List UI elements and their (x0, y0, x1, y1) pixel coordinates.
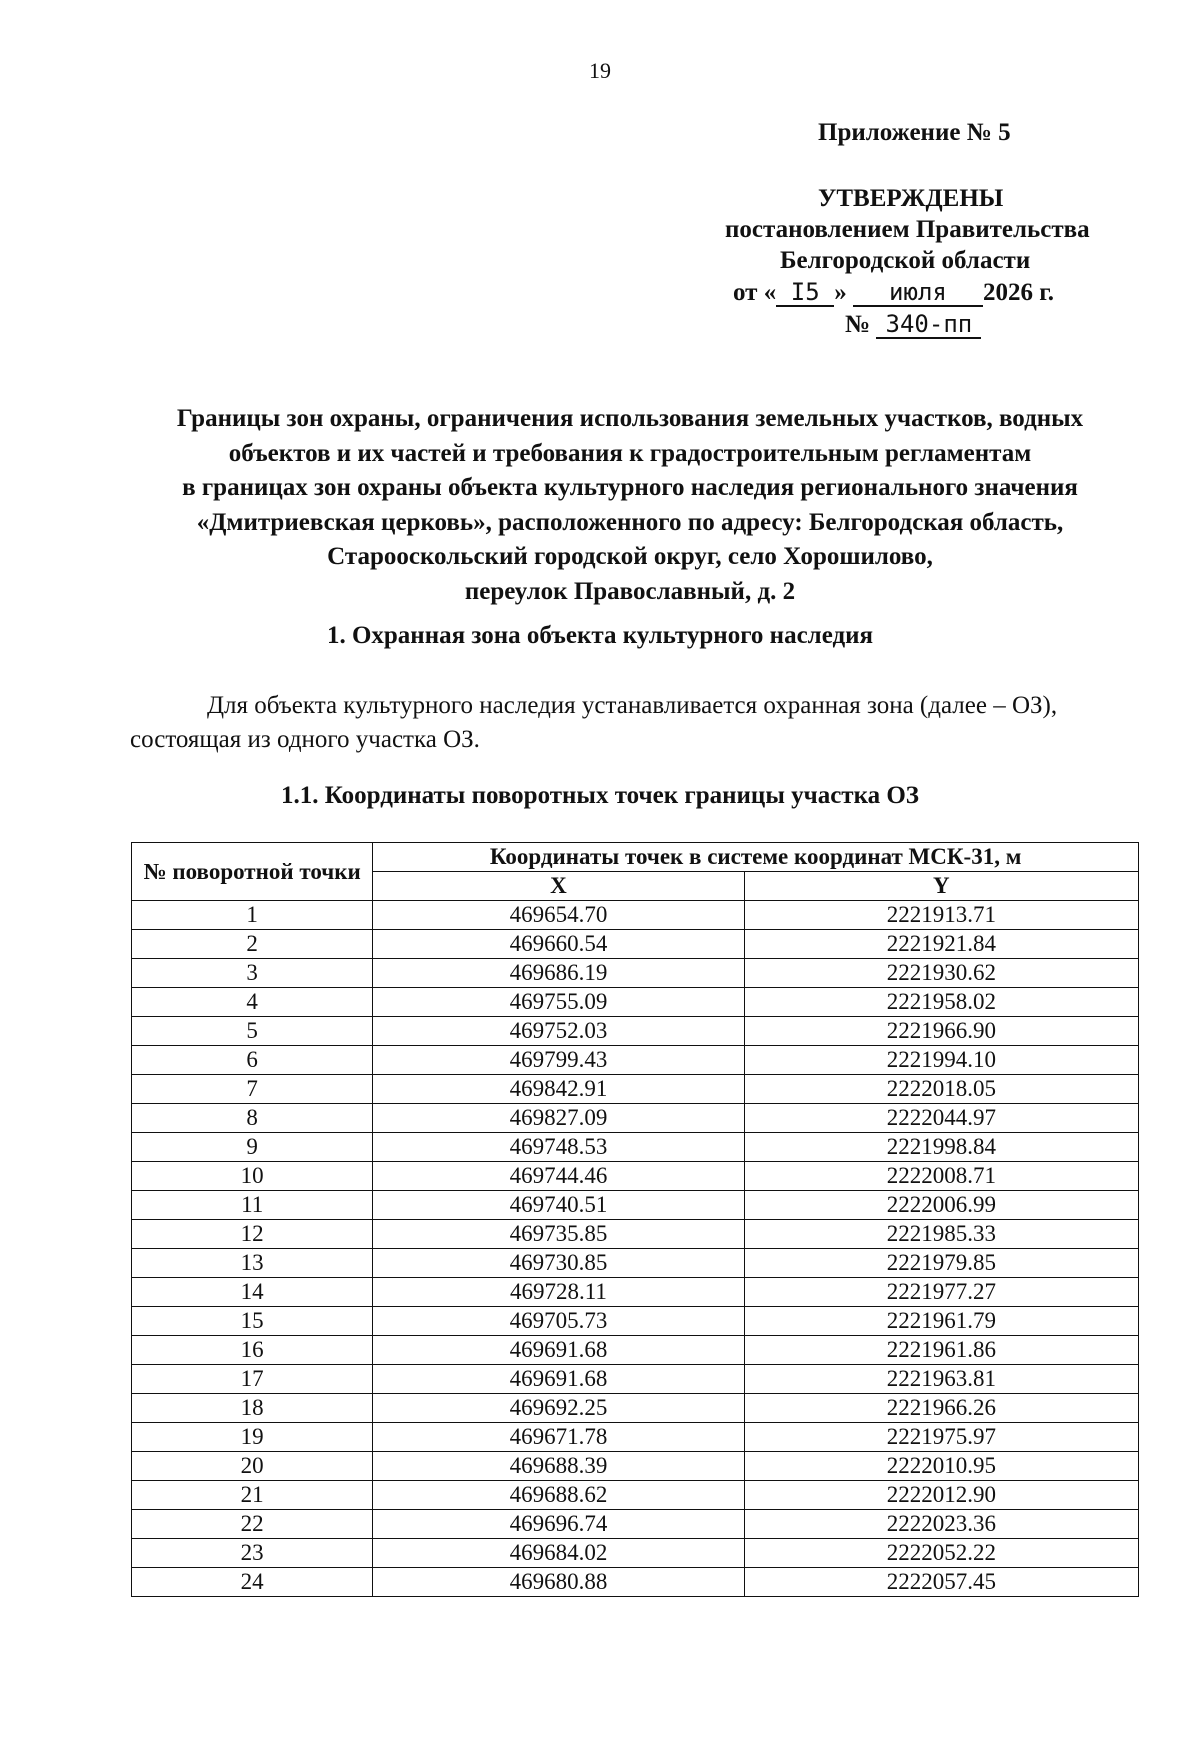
table-row (132, 1423, 1139, 1452)
table-row (132, 901, 1139, 930)
annex-label: Приложение № 5 (818, 119, 1011, 146)
table-row (132, 1104, 1139, 1133)
point-number-cell: 15 (132, 1307, 373, 1336)
point-number-cell: 21 (132, 1481, 373, 1510)
point-number-cell: 12 (132, 1220, 373, 1249)
table-row (132, 1220, 1139, 1249)
table-row (132, 1336, 1139, 1365)
point-number-cell: 9 (132, 1133, 373, 1162)
number-prefix: № (845, 311, 871, 338)
x-coordinate-cell: 469688.39 (373, 1452, 744, 1481)
point-number-cell: 17 (132, 1365, 373, 1394)
y-coordinate-cell: 2221961.86 (744, 1336, 1138, 1365)
y-coordinate-cell: 2221977.27 (744, 1278, 1138, 1307)
x-coordinate-cell: 469680.88 (373, 1568, 744, 1597)
y-coordinate-cell: 2221913.71 (744, 901, 1138, 930)
header-coordinates: Координаты точек в системе координат МСК-31, м (373, 843, 1139, 872)
y-coordinate-cell: 2222012.90 (744, 1481, 1138, 1510)
table-row (132, 1568, 1139, 1597)
point-number-cell: 8 (132, 1104, 373, 1133)
point-number-cell: 18 (132, 1394, 373, 1423)
point-number-cell: 2 (132, 930, 373, 959)
x-coordinate-cell: 469705.73 (373, 1307, 744, 1336)
x-coordinate-cell: 469684.02 (373, 1539, 744, 1568)
y-coordinate-cell: 2221961.79 (744, 1307, 1138, 1336)
x-coordinate-cell: 469691.68 (373, 1336, 744, 1365)
table-row (132, 1191, 1139, 1220)
header-y: Y (744, 872, 1138, 901)
point-number-cell: 19 (132, 1423, 373, 1452)
approval-year: 2026 г. (982, 279, 1054, 306)
table-row (132, 1133, 1139, 1162)
table-row (132, 1510, 1139, 1539)
x-coordinate-cell: 469842.91 (373, 1075, 744, 1104)
y-coordinate-cell: 2222044.97 (744, 1104, 1138, 1133)
table-row (132, 1075, 1139, 1104)
y-coordinate-cell: 2221930.62 (744, 959, 1138, 988)
point-number-cell: 11 (132, 1191, 373, 1220)
x-coordinate-cell: 469660.54 (373, 930, 744, 959)
title-line: переулок Православный, д. 2 (464, 577, 796, 605)
y-coordinate-cell: 2221979.85 (744, 1249, 1138, 1278)
x-coordinate-cell: 469740.51 (373, 1191, 744, 1220)
point-number-cell: 7 (132, 1075, 373, 1104)
date-mid: » (834, 279, 847, 306)
y-coordinate-cell: 2221966.26 (744, 1394, 1138, 1423)
x-coordinate-cell: 469827.09 (373, 1104, 744, 1133)
table-row (132, 1452, 1139, 1481)
title-line: Границы зон охраны, ограничения использования земельных участков, водных (176, 405, 1084, 432)
x-coordinate-cell: 469686.19 (373, 959, 744, 988)
y-coordinate-cell: 2221921.84 (744, 930, 1138, 959)
table-row (132, 930, 1139, 959)
point-number-cell: 14 (132, 1278, 373, 1307)
x-coordinate-cell: 469752.03 (373, 1017, 744, 1046)
approval-month: июля (853, 279, 983, 307)
table-row (132, 1278, 1139, 1307)
point-number-cell: 10 (132, 1162, 373, 1191)
header-x: X (373, 872, 744, 901)
point-number-cell: 20 (132, 1452, 373, 1481)
table-row (132, 1249, 1139, 1278)
y-coordinate-cell: 2222008.71 (744, 1162, 1138, 1191)
table-row (132, 1539, 1139, 1568)
x-coordinate-cell: 469728.11 (373, 1278, 744, 1307)
page-number: 19 (589, 58, 611, 83)
title-line: Старооскольский городской округ, село Хорошилово, (327, 543, 933, 570)
x-coordinate-cell: 469735.85 (373, 1220, 744, 1249)
x-coordinate-cell: 469744.46 (373, 1162, 744, 1191)
y-coordinate-cell: 2221966.90 (744, 1017, 1138, 1046)
y-coordinate-cell: 2221994.10 (744, 1046, 1138, 1075)
y-coordinate-cell: 2222006.99 (744, 1191, 1138, 1220)
y-coordinate-cell: 2221963.81 (744, 1365, 1138, 1394)
table-row (132, 1365, 1139, 1394)
x-coordinate-cell: 469696.74 (373, 1510, 744, 1539)
header-point-number: № поворотной точки (132, 843, 373, 901)
title-line: в границах зон охраны объекта культурного наследия регионального значения (182, 474, 1078, 501)
point-number-cell: 13 (132, 1249, 373, 1278)
point-number-cell: 23 (132, 1539, 373, 1568)
title-line: объектов и их частей и требования к градостроительным регламентам (228, 439, 1032, 467)
table-row (132, 1481, 1139, 1510)
point-number-cell: 6 (132, 1046, 373, 1075)
approved-label: УТВЕРЖДЕНЫ (818, 185, 1004, 212)
y-coordinate-cell: 2221958.02 (744, 988, 1138, 1017)
sub-heading: 1.1. Координаты поворотных точек границы участка ОЗ (281, 782, 919, 809)
coordinates-table-body (132, 901, 1139, 1597)
approval-date-line (733, 278, 1054, 308)
x-coordinate-cell: 469691.68 (373, 1365, 744, 1394)
point-number-cell: 4 (132, 988, 373, 1017)
y-coordinate-cell: 2222057.45 (744, 1568, 1138, 1597)
y-coordinate-cell: 2222052.22 (744, 1539, 1138, 1568)
x-coordinate-cell: 469692.25 (373, 1394, 744, 1423)
approval-number-line (845, 310, 981, 340)
point-number-cell: 22 (132, 1510, 373, 1539)
x-coordinate-cell: 469748.53 (373, 1133, 744, 1162)
point-number-cell: 16 (132, 1336, 373, 1365)
document-title (110, 402, 1150, 609)
table-row (132, 1394, 1139, 1423)
approval-number: 340-пп (876, 311, 981, 339)
point-number-cell: 5 (132, 1017, 373, 1046)
y-coordinate-cell: 2222018.05 (744, 1075, 1138, 1104)
y-coordinate-cell: 2222023.36 (744, 1510, 1138, 1539)
x-coordinate-cell: 469799.43 (373, 1046, 744, 1075)
table-row (132, 1162, 1139, 1191)
y-coordinate-cell: 2222010.95 (744, 1452, 1138, 1481)
region-line: Белгородской области (780, 247, 1031, 274)
table-row (132, 1017, 1139, 1046)
y-coordinate-cell: 2221975.97 (744, 1423, 1138, 1452)
table-row (132, 1046, 1139, 1075)
x-coordinate-cell: 469755.09 (373, 988, 744, 1017)
y-coordinate-cell: 2221998.84 (744, 1133, 1138, 1162)
section-heading: 1. Охранная зона объекта культурного наследия (326, 622, 874, 649)
point-number-cell: 24 (132, 1568, 373, 1597)
title-line: «Дмитриевская церковь», расположенного по адресу: Белгородская область, (196, 508, 1064, 536)
x-coordinate-cell: 469654.70 (373, 901, 744, 930)
table-row (132, 1307, 1139, 1336)
point-number-cell: 1 (132, 901, 373, 930)
approved-by-line: постановлением Правительства (725, 216, 1090, 243)
date-prefix: от « (733, 279, 777, 306)
table-row (132, 959, 1139, 988)
x-coordinate-cell: 469671.78 (373, 1423, 744, 1452)
point-number-cell: 3 (132, 959, 373, 988)
table-row (132, 988, 1139, 1017)
approval-day: I5 (776, 279, 834, 307)
x-coordinate-cell: 469730.85 (373, 1249, 744, 1278)
y-coordinate-cell: 2221985.33 (744, 1220, 1138, 1249)
x-coordinate-cell: 469688.62 (373, 1481, 744, 1510)
body-paragraph: Для объекта культурного наследия устанавливается охранная зона (далее – ОЗ), состоящая из одного участка ОЗ. (130, 692, 1058, 753)
coordinates-table (131, 842, 1139, 1597)
